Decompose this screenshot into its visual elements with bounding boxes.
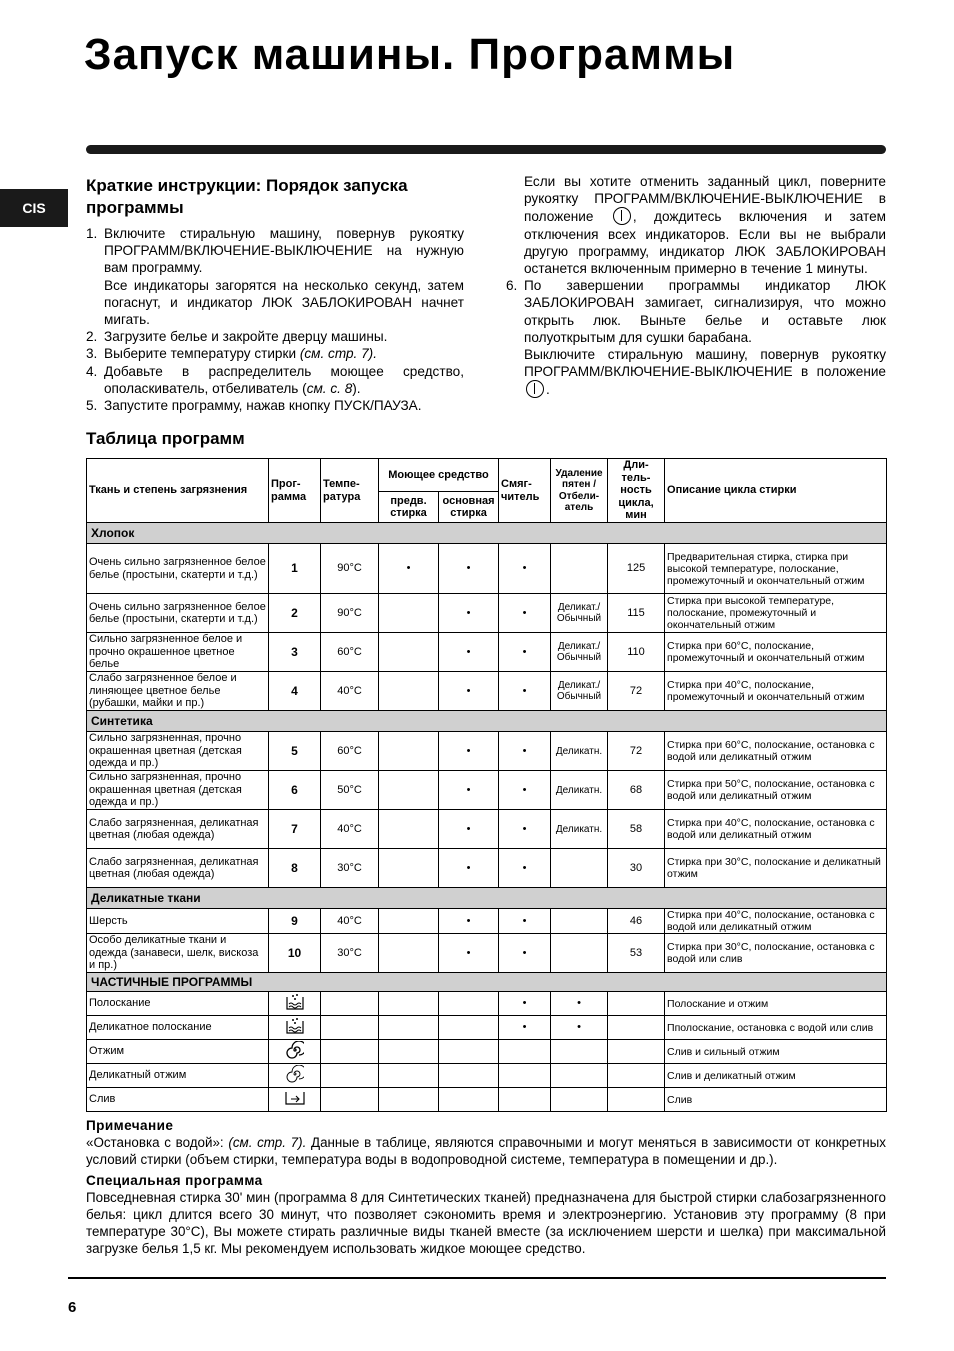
table-body xyxy=(87,523,887,1112)
mainwash-cell xyxy=(439,1040,499,1064)
temp-cell xyxy=(321,1064,379,1088)
mainwash-cell: • xyxy=(439,934,499,973)
description-cell: Стирка при 40°C, полоскание, остановка с водой или деликатный отжим xyxy=(665,810,887,849)
duration-cell: 58 xyxy=(608,810,665,849)
header-stain: Удаление пятен / Отбели-атель xyxy=(551,459,608,523)
step-item: 2. Загрузите белье и закройте дверцу машины. xyxy=(86,329,388,345)
fabric-cell: Отжим xyxy=(87,1040,269,1064)
description-cell: Стирка при 30°C, полоскание и деликатный отжим xyxy=(665,849,887,888)
softener-cell: • xyxy=(499,732,551,771)
fabric-cell: Слабо загрязненное белое и линяющее цветное белье (рубашки, майки и пр.) xyxy=(87,672,269,711)
header-fabric: Ткань и степень загрязнения xyxy=(87,459,269,523)
special-text: Повседневная стирка 30' мин (программа 8 для Синтетических тканей) предназначена для быстрой стирки слабозагрязненного белья: цикл длится всего 30 минут, что позволяет сэкономить время и электроэнергию. Установив эту программу (8 при температуре 30°C), Вы можете стирать различные виды тканей вместе (за исключением шерсти и шелка) при максимальной загрузке белья 1,5 кг. Мы рекомендуем использовать жидкое моющее средство. xyxy=(86,1190,886,1256)
program-table xyxy=(86,458,887,1112)
stain-cell xyxy=(551,544,608,594)
softener-cell xyxy=(499,1064,551,1088)
table-row xyxy=(87,1016,887,1040)
prewash-cell xyxy=(379,594,439,633)
stain-cell: Деликатн. xyxy=(551,732,608,771)
program-cell: 2 xyxy=(269,594,321,633)
delicate-rinse-icon xyxy=(285,1017,305,1038)
stain-cell xyxy=(551,909,608,934)
temp-cell: 40°C xyxy=(321,672,379,711)
program-cell: 7 xyxy=(269,810,321,849)
mainwash-cell: • xyxy=(439,594,499,633)
mainwash-cell: • xyxy=(439,672,499,711)
table-row xyxy=(87,992,887,1016)
group-label: Хлопок xyxy=(87,523,887,544)
quick-instructions-heading: Краткие инструкции: Порядок запуска программы xyxy=(86,176,408,217)
mainwash-cell: • xyxy=(439,771,499,810)
stain-cell: Деликат./ Обычный xyxy=(551,672,608,711)
mainwash-cell xyxy=(439,1064,499,1088)
group-row xyxy=(87,973,887,992)
description-cell: Стирка при 30°C, полоскание, остановка с водой или слив xyxy=(665,934,887,973)
duration-cell xyxy=(608,1088,665,1112)
fabric-cell: Слабо загрязненная, деликатная цветная (любая одежда) xyxy=(87,849,269,888)
mainwash-cell: • xyxy=(439,810,499,849)
temp-cell: 30°C xyxy=(321,934,379,973)
program-icon-cell xyxy=(269,1040,321,1064)
description-cell: Стирка при 40°C, полоскание, остановка с водой или деликатный отжим xyxy=(665,909,887,934)
table-row xyxy=(87,1064,887,1088)
step-item: 5. Запустите программу, нажав кнопку ПУСК/ПАУЗА. xyxy=(86,398,422,414)
softener-cell: • xyxy=(499,909,551,934)
duration-cell: 115 xyxy=(608,594,665,633)
mainwash-cell: • xyxy=(439,909,499,934)
softener-cell xyxy=(499,1040,551,1064)
page-title: Запуск машины. Программы xyxy=(84,30,736,79)
description-cell: Стирка при 50°C, полоскание, остановка с водой или деликатный отжим xyxy=(665,771,887,810)
prewash-cell xyxy=(379,672,439,711)
stain-cell xyxy=(551,1064,608,1088)
delicate-spin-icon xyxy=(286,1065,304,1086)
softener-cell: • xyxy=(499,633,551,672)
quick-instructions xyxy=(86,175,464,414)
stain-cell: • xyxy=(551,1016,608,1040)
softener-cell: • xyxy=(499,771,551,810)
group-row xyxy=(87,523,887,544)
fabric-cell: Слабо загрязненная, деликатная цветная (любая одежда) xyxy=(87,810,269,849)
bottom-rule xyxy=(68,1277,886,1279)
switch-off-paragraph: Выключите стиральную машину, повернув рукоятку ПРОГРАММ/ВКЛЮЧЕНИЕ-ВЫКЛЮЧЕНИЕ в положение . xyxy=(524,347,886,398)
stain-cell: • xyxy=(551,992,608,1016)
group-label: ЧАСТИЧНЫЕ ПРОГРАММЫ xyxy=(87,973,887,992)
duration-cell: 125 xyxy=(608,544,665,594)
stain-cell xyxy=(551,1088,608,1112)
header-softener: Смяг-читель xyxy=(499,459,551,523)
duration-cell xyxy=(608,1064,665,1088)
duration-cell xyxy=(608,1040,665,1064)
program-cell: 9 xyxy=(269,909,321,934)
program-cell: 5 xyxy=(269,732,321,771)
softener-cell: • xyxy=(499,1016,551,1040)
language-tab: CIS xyxy=(0,189,68,227)
temp-cell: 40°C xyxy=(321,810,379,849)
description-cell: Стирка при 40°C, полоскание, промежуточный и окончательный отжим xyxy=(665,672,887,711)
temp-cell: 50°C xyxy=(321,771,379,810)
description-cell: Стирка при 60°C, полоскание, промежуточный и окончательный отжим xyxy=(665,633,887,672)
temp-cell: 90°C xyxy=(321,544,379,594)
title-rule xyxy=(86,145,886,154)
prewash-cell xyxy=(379,849,439,888)
prewash-cell xyxy=(379,992,439,1016)
softener-cell: • xyxy=(499,672,551,711)
stain-cell xyxy=(551,934,608,973)
prewash-cell xyxy=(379,771,439,810)
prewash-cell xyxy=(379,909,439,934)
prewash-cell xyxy=(379,1040,439,1064)
temp-cell: 30°C xyxy=(321,849,379,888)
group-label: Деликатные ткани xyxy=(87,888,887,909)
header-prewash: предв. стирка xyxy=(379,492,439,523)
prewash-cell xyxy=(379,934,439,973)
softener-cell: • xyxy=(499,934,551,973)
stain-cell xyxy=(551,849,608,888)
description-cell: Полоскание и отжим xyxy=(665,992,887,1016)
step-item: Все индикаторы загорятся на несколько секунд, затем погаснут, и индикатор ЛЮК ЗАБЛОКИРОВАН начнет мигать. xyxy=(104,277,464,328)
table-row xyxy=(87,934,887,973)
power-icon xyxy=(613,207,631,225)
notes-section xyxy=(86,1117,886,1257)
table-row xyxy=(87,544,887,594)
temp-cell: 60°C xyxy=(321,732,379,771)
power-icon xyxy=(526,380,544,398)
stain-cell: Деликатн. xyxy=(551,810,608,849)
softener-cell: • xyxy=(499,594,551,633)
note-heading: Примечание xyxy=(86,1118,174,1133)
mainwash-cell: • xyxy=(439,633,499,672)
stain-cell: Деликат./ Обычный xyxy=(551,594,608,633)
header-duration: Дли-тель-ность цикла, мин xyxy=(608,459,665,523)
table-row xyxy=(87,1088,887,1112)
prewash-cell xyxy=(379,1088,439,1112)
program-cell: 3 xyxy=(269,633,321,672)
prewash-cell: • xyxy=(379,544,439,594)
program-icon-cell xyxy=(269,1088,321,1112)
mainwash-cell: • xyxy=(439,732,499,771)
program-cell: 6 xyxy=(269,771,321,810)
fabric-cell: Деликатное полоскание xyxy=(87,1016,269,1040)
temp-cell xyxy=(321,992,379,1016)
fabric-cell: Сильно загрязненная, прочно окрашенная цветная (детская одежда и пр.) xyxy=(87,771,269,810)
group-row xyxy=(87,711,887,732)
step-item: 1. Включите стиральную машину, повернув рукоятку ПРОГРАММ/ВКЛЮЧЕНИЕ-ВЫКЛЮЧЕНИЕ на нужную вам программу. xyxy=(86,226,464,276)
prewash-cell xyxy=(379,1064,439,1088)
duration-cell: 110 xyxy=(608,633,665,672)
prewash-cell xyxy=(379,633,439,672)
table-row xyxy=(87,849,887,888)
softener-cell: • xyxy=(499,992,551,1016)
temp-cell xyxy=(321,1088,379,1112)
cancel-instructions xyxy=(506,173,886,399)
mainwash-cell: • xyxy=(439,849,499,888)
table-row xyxy=(87,633,887,672)
mainwash-cell xyxy=(439,1088,499,1112)
note-text: «Остановка с водой»: (см. стр. 7). Данные в таблице, являются справочными и могут меняться в зависимости от конкретных условий стирки (объем стирки, температура воды в водопроводной системе, температура в помещении и др.). xyxy=(86,1135,886,1167)
header-description: Описание цикла стирки xyxy=(665,459,887,523)
stain-cell: Деликатн. xyxy=(551,771,608,810)
temp-cell: 60°C xyxy=(321,633,379,672)
header-mainwash: основная стирка xyxy=(439,492,499,523)
steps-list xyxy=(86,225,464,414)
group-row xyxy=(87,888,887,909)
description-cell: Стирка при 60°C, полоскание, остановка с водой или деликатный отжим xyxy=(665,732,887,771)
header-program: Прог-рамма xyxy=(269,459,321,523)
page-number: 6 xyxy=(68,1299,77,1316)
softener-cell xyxy=(499,1088,551,1112)
table-row xyxy=(87,909,887,934)
program-cell: 8 xyxy=(269,849,321,888)
description-cell: Слив xyxy=(665,1088,887,1112)
rinse-icon xyxy=(285,993,305,1014)
fabric-cell: Полоскание xyxy=(87,992,269,1016)
fabric-cell: Сильно загрязненное белое и прочно окрашенное цветное белье xyxy=(87,633,269,672)
prewash-cell xyxy=(379,732,439,771)
fabric-cell: Деликатный отжим xyxy=(87,1064,269,1088)
fabric-cell: Очень сильно загрязненное белое белье (простыни, скатерти и т.д.) xyxy=(87,594,269,633)
fabric-cell: Слив xyxy=(87,1088,269,1112)
program-icon-cell xyxy=(269,1016,321,1040)
prewash-cell xyxy=(379,1016,439,1040)
duration-cell xyxy=(608,992,665,1016)
description-cell: Предварительная стирка, стирка при высокой температуре, полоскание, промежуточный и окончательный отжим xyxy=(665,544,887,594)
description-cell: Пполоскание, остановка с водой или слив xyxy=(665,1016,887,1040)
step-item: 4. Добавьте в распределитель моющее средство, ополаскиватель, отбеливатель (см. с. 8). xyxy=(86,363,464,396)
table-row xyxy=(87,810,887,849)
table-row xyxy=(87,771,887,810)
step-item: 3. Выберите температуру стирки (см. стр. 7). xyxy=(86,346,377,362)
duration-cell: 53 xyxy=(608,934,665,973)
program-icon-cell xyxy=(269,1064,321,1088)
spin-icon xyxy=(286,1041,304,1062)
mainwash-cell xyxy=(439,992,499,1016)
fabric-cell: Сильно загрязненная, прочно окрашенная цветная (детская одежда и пр.) xyxy=(87,732,269,771)
table-row xyxy=(87,594,887,633)
header-detergent: Моющее средство xyxy=(379,459,499,492)
cancel-paragraph: Если вы хотите отменить заданный цикл, поверните рукоятку ПРОГРАММ/ВКЛЮЧЕНИЕ-ВЫКЛЮЧЕНИЕ в положение , дождитесь включения и затем отключения всех индикаторов. Если вы не выбрали другую программу, индикатор ЛЮК ЗАБЛОКИРОВАН останется включенным примерно в течение 1 минуты. xyxy=(524,174,886,277)
fabric-cell: Очень сильно загрязненное белое белье (простыни, скатерти и т.д.) xyxy=(87,544,269,594)
temp-cell xyxy=(321,1040,379,1064)
description-cell: Слив и деликатный отжим xyxy=(665,1064,887,1088)
table-row xyxy=(87,732,887,771)
duration-cell: 46 xyxy=(608,909,665,934)
program-icon-cell xyxy=(269,992,321,1016)
table-title: Таблица программ xyxy=(86,429,245,448)
stain-cell xyxy=(551,1040,608,1064)
temp-cell xyxy=(321,1016,379,1040)
fabric-cell: Особо деликатные ткани и одежда (занавеси, шелк, вискоза и пр.) xyxy=(87,934,269,973)
mainwash-cell: • xyxy=(439,544,499,594)
header-temp: Темпе-ратура xyxy=(321,459,379,523)
drain-icon xyxy=(284,1089,306,1110)
duration-cell: 72 xyxy=(608,732,665,771)
softener-cell: • xyxy=(499,544,551,594)
program-cell: 4 xyxy=(269,672,321,711)
program-cell: 10 xyxy=(269,934,321,973)
mainwash-cell xyxy=(439,1016,499,1040)
temp-cell: 90°C xyxy=(321,594,379,633)
duration-cell: 72 xyxy=(608,672,665,711)
description-cell: Слив и сильный отжим xyxy=(665,1040,887,1064)
prewash-cell xyxy=(379,810,439,849)
step-6: 6. По завершении программы индикатор ЛЮК ЗАБЛОКИРОВАН замигает, сигнализируя, что можно открыть люк. Выньте белье и оставьте люк полуоткрытым для сушки барабана. xyxy=(506,278,886,345)
duration-cell xyxy=(608,1016,665,1040)
duration-cell: 68 xyxy=(608,771,665,810)
duration-cell: 30 xyxy=(608,849,665,888)
program-cell: 1 xyxy=(269,544,321,594)
softener-cell: • xyxy=(499,849,551,888)
temp-cell: 40°C xyxy=(321,909,379,934)
description-cell: Стирка при высокой температуре, полоскание, промежуточный и окончательный отжим xyxy=(665,594,887,633)
fabric-cell: Шерсть xyxy=(87,909,269,934)
stain-cell: Деликат./ Обычный xyxy=(551,633,608,672)
softener-cell: • xyxy=(499,810,551,849)
special-heading: Специальная программа xyxy=(86,1173,263,1188)
table-row xyxy=(87,1040,887,1064)
table-row xyxy=(87,672,887,711)
group-label: Синтетика xyxy=(87,711,887,732)
